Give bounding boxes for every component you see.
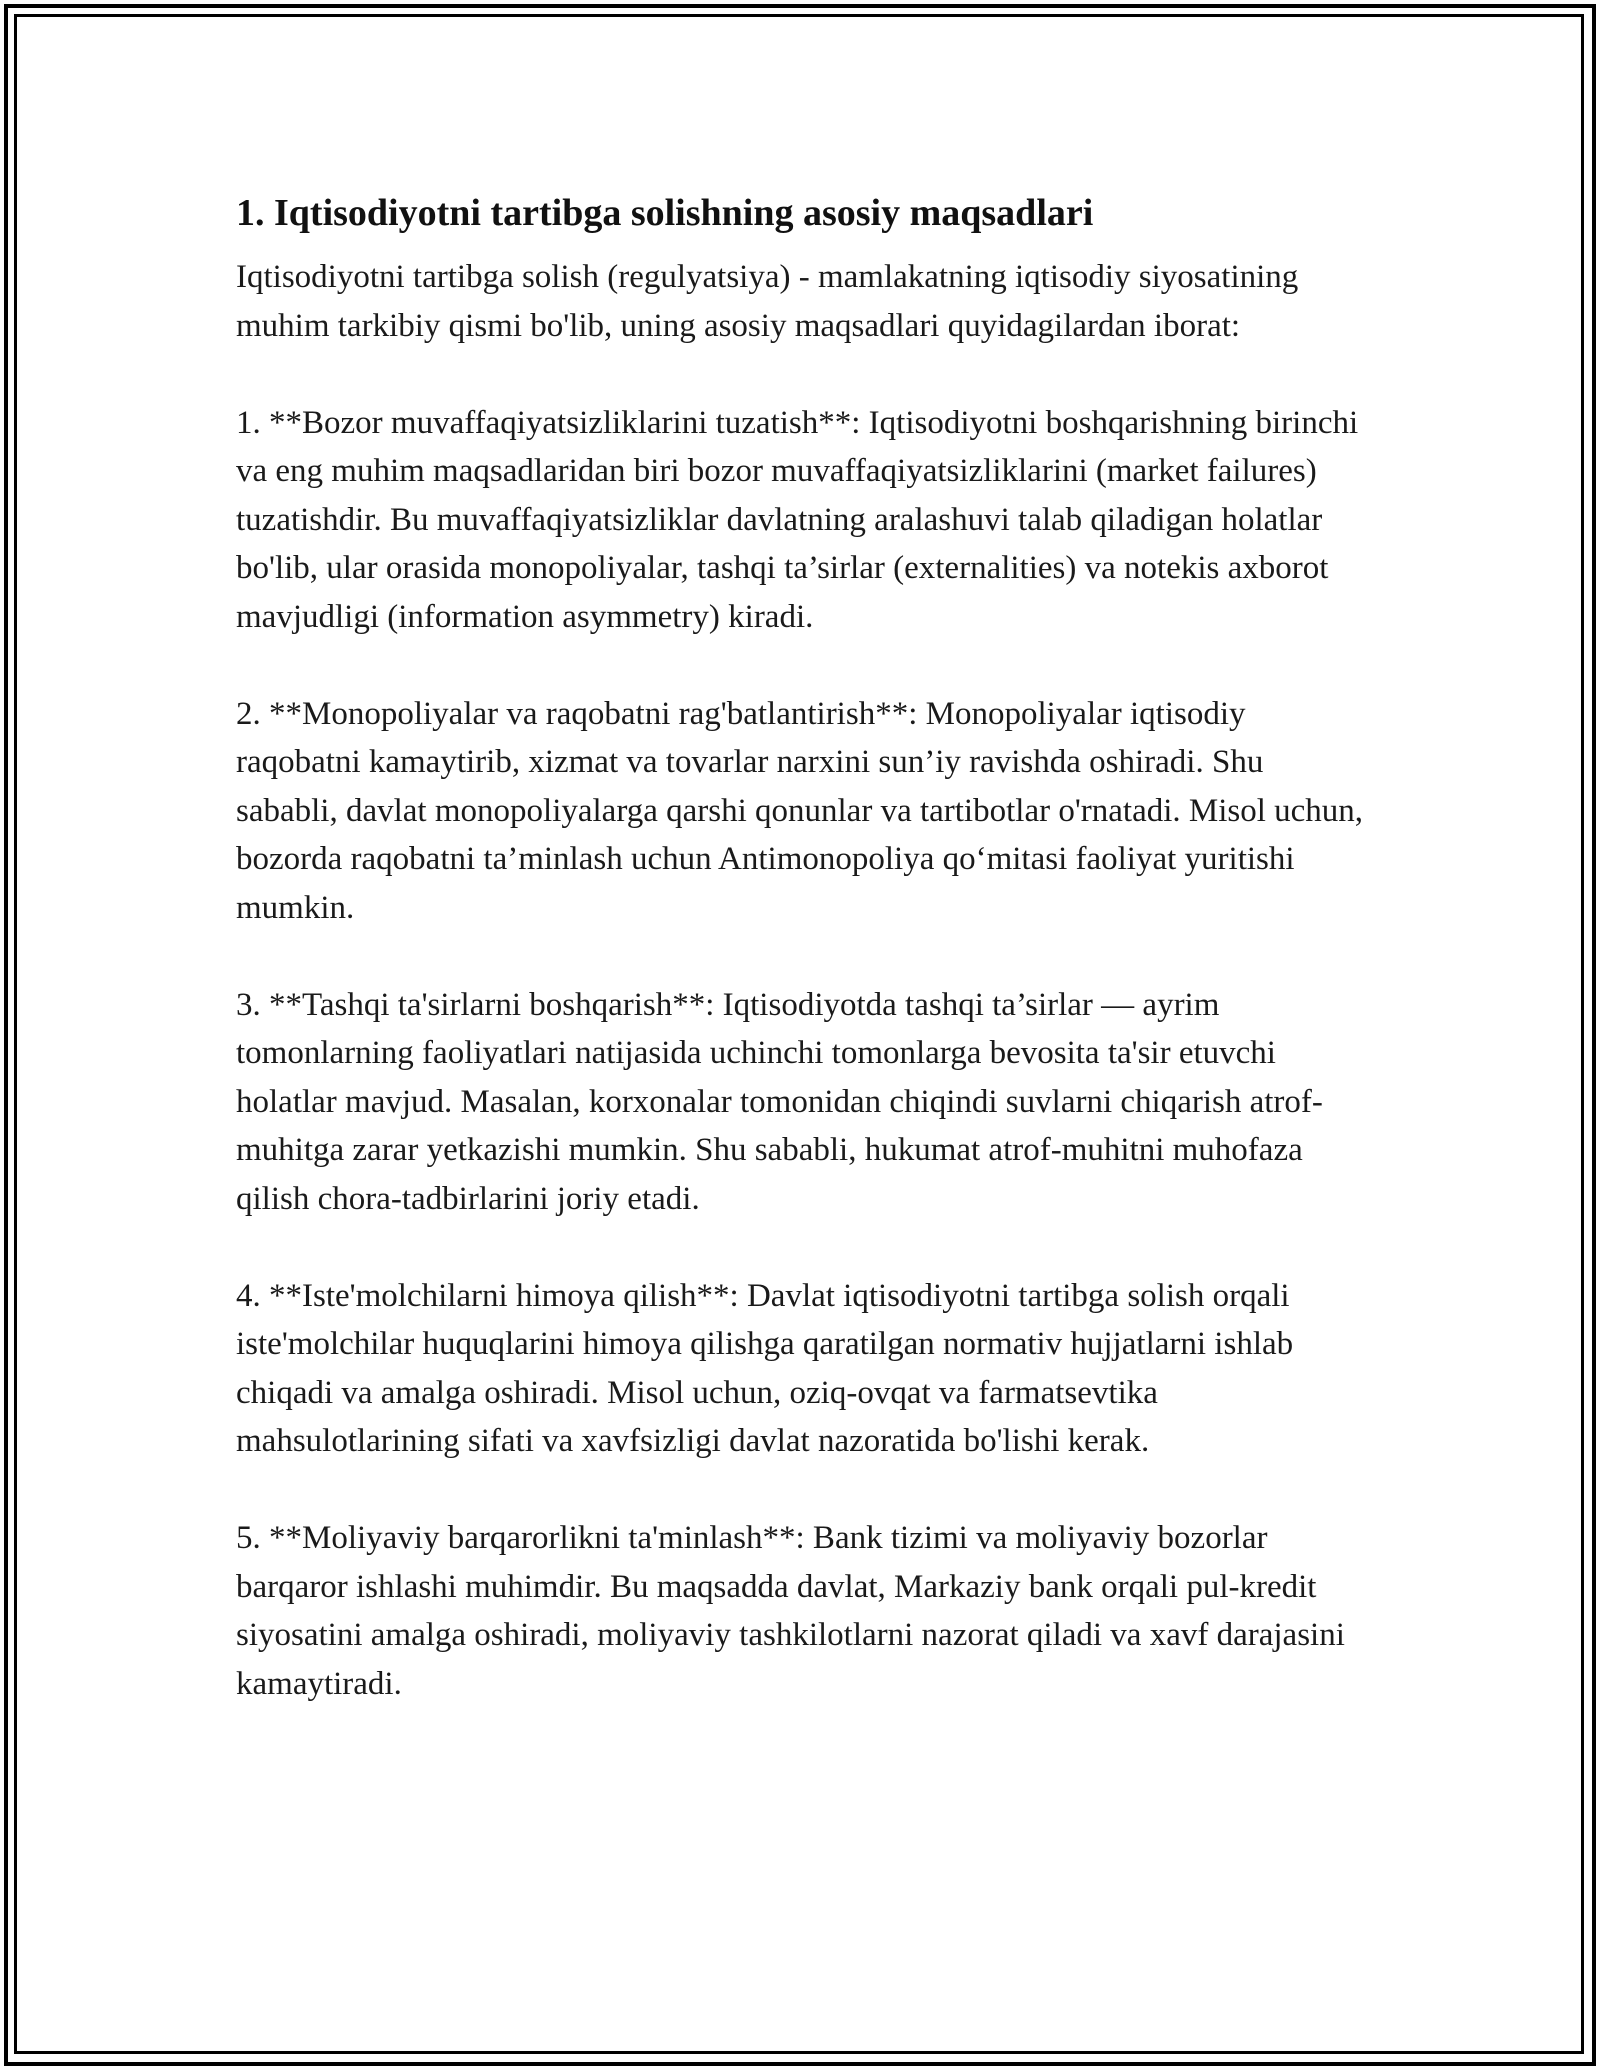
list-item-3: 3. **Tashqi ta'sirlarni boshqarish**: Iqtisodiyotda tashqi ta’sirlar — ayrim tomonlarning faoliyatlari natijasida uchinchi tomonlarga bevosita ta'sir etuvchi holatlar mavjud. Masalan, korxonalar tomonidan chiqindi suvlarni chiqarish atrof-muhitga zarar yetkazishi mumkin. Shu sababli, hukumat atrof-muhitni muhofaza qilish chora-tadbirlarini joriy etadi. (236, 986, 1323, 1217)
list-item-5: 5. **Moliyaviy barqarorlikni ta'minlash**: Bank tizimi va moliyaviy bozorlar barqaror ishlashi muhimdir. Bu maqsadda davlat, Markaziy bank orqali pul-kredit siyosatini amalga oshiradi, moliyaviy tashkilotlarni nazorat qiladi va xavf darajasini kamaytiradi. (236, 1520, 1345, 1702)
section-heading: 1. Iqtisodiyotni tartibga solishning asosiy maqsadlari (236, 192, 1094, 234)
list-item-2: 2. **Monopoliyalar va raqobatni rag'batlantirish**: Monopoliyalar iqtisodiy raqobatni kamaytirib, xizmat va tovarlar narxini sun’iy ravishda oshiradi. Shu sababli, davlat monopoliyalarga qarshi qonunlar va tartibotlar o'rnatadi. Misol uchun, bozorda raqobatni ta’minlash uchun Antimonopoliya qo‘mitasi faoliyat yuritishi mumkin. (236, 695, 1364, 926)
list-item-4: 4. **Iste'molchilarni himoya qilish**: Davlat iqtisodiyotni tartibga solish orqali iste'molchilar huquqlarini himoya qilishga qaratilgan normativ hujjatlarni ishlab chiqadi va amalga oshiradi. Misol uchun, oziq-ovqat va farmatsevtika mahsulotlarining sifati va xavfsizligi davlat nazoratida bo'lishi kerak. (236, 1277, 1294, 1459)
intro-paragraph: Iqtisodiyotni tartibga solish (regulyatsiya) - mamlakatning iqtisodiy siyosatining muhim tarkibiy qismi bo'lib, uning asosiy maqsadlari quyidagilardan iborat: (236, 259, 1299, 344)
list-item-1: 1. **Bozor muvaffaqiyatsizliklarini tuzatish**: Iqtisodiyotni boshqarishning birinchi va eng muhim maqsadlaridan biri bozor muvaffaqiyatsizliklarini (market failures) tuzatishdir. Bu muvaffaqiyatsizliklar davlatning aralashuvi talab qiladigan holatlar bo'lib, ular orasida monopoliyalar, tashqi ta’sirlar (externalities) va notekis axborot mavjudligi (information asymmetry) kiradi. (236, 404, 1359, 635)
document-body (236, 185, 1366, 1708)
